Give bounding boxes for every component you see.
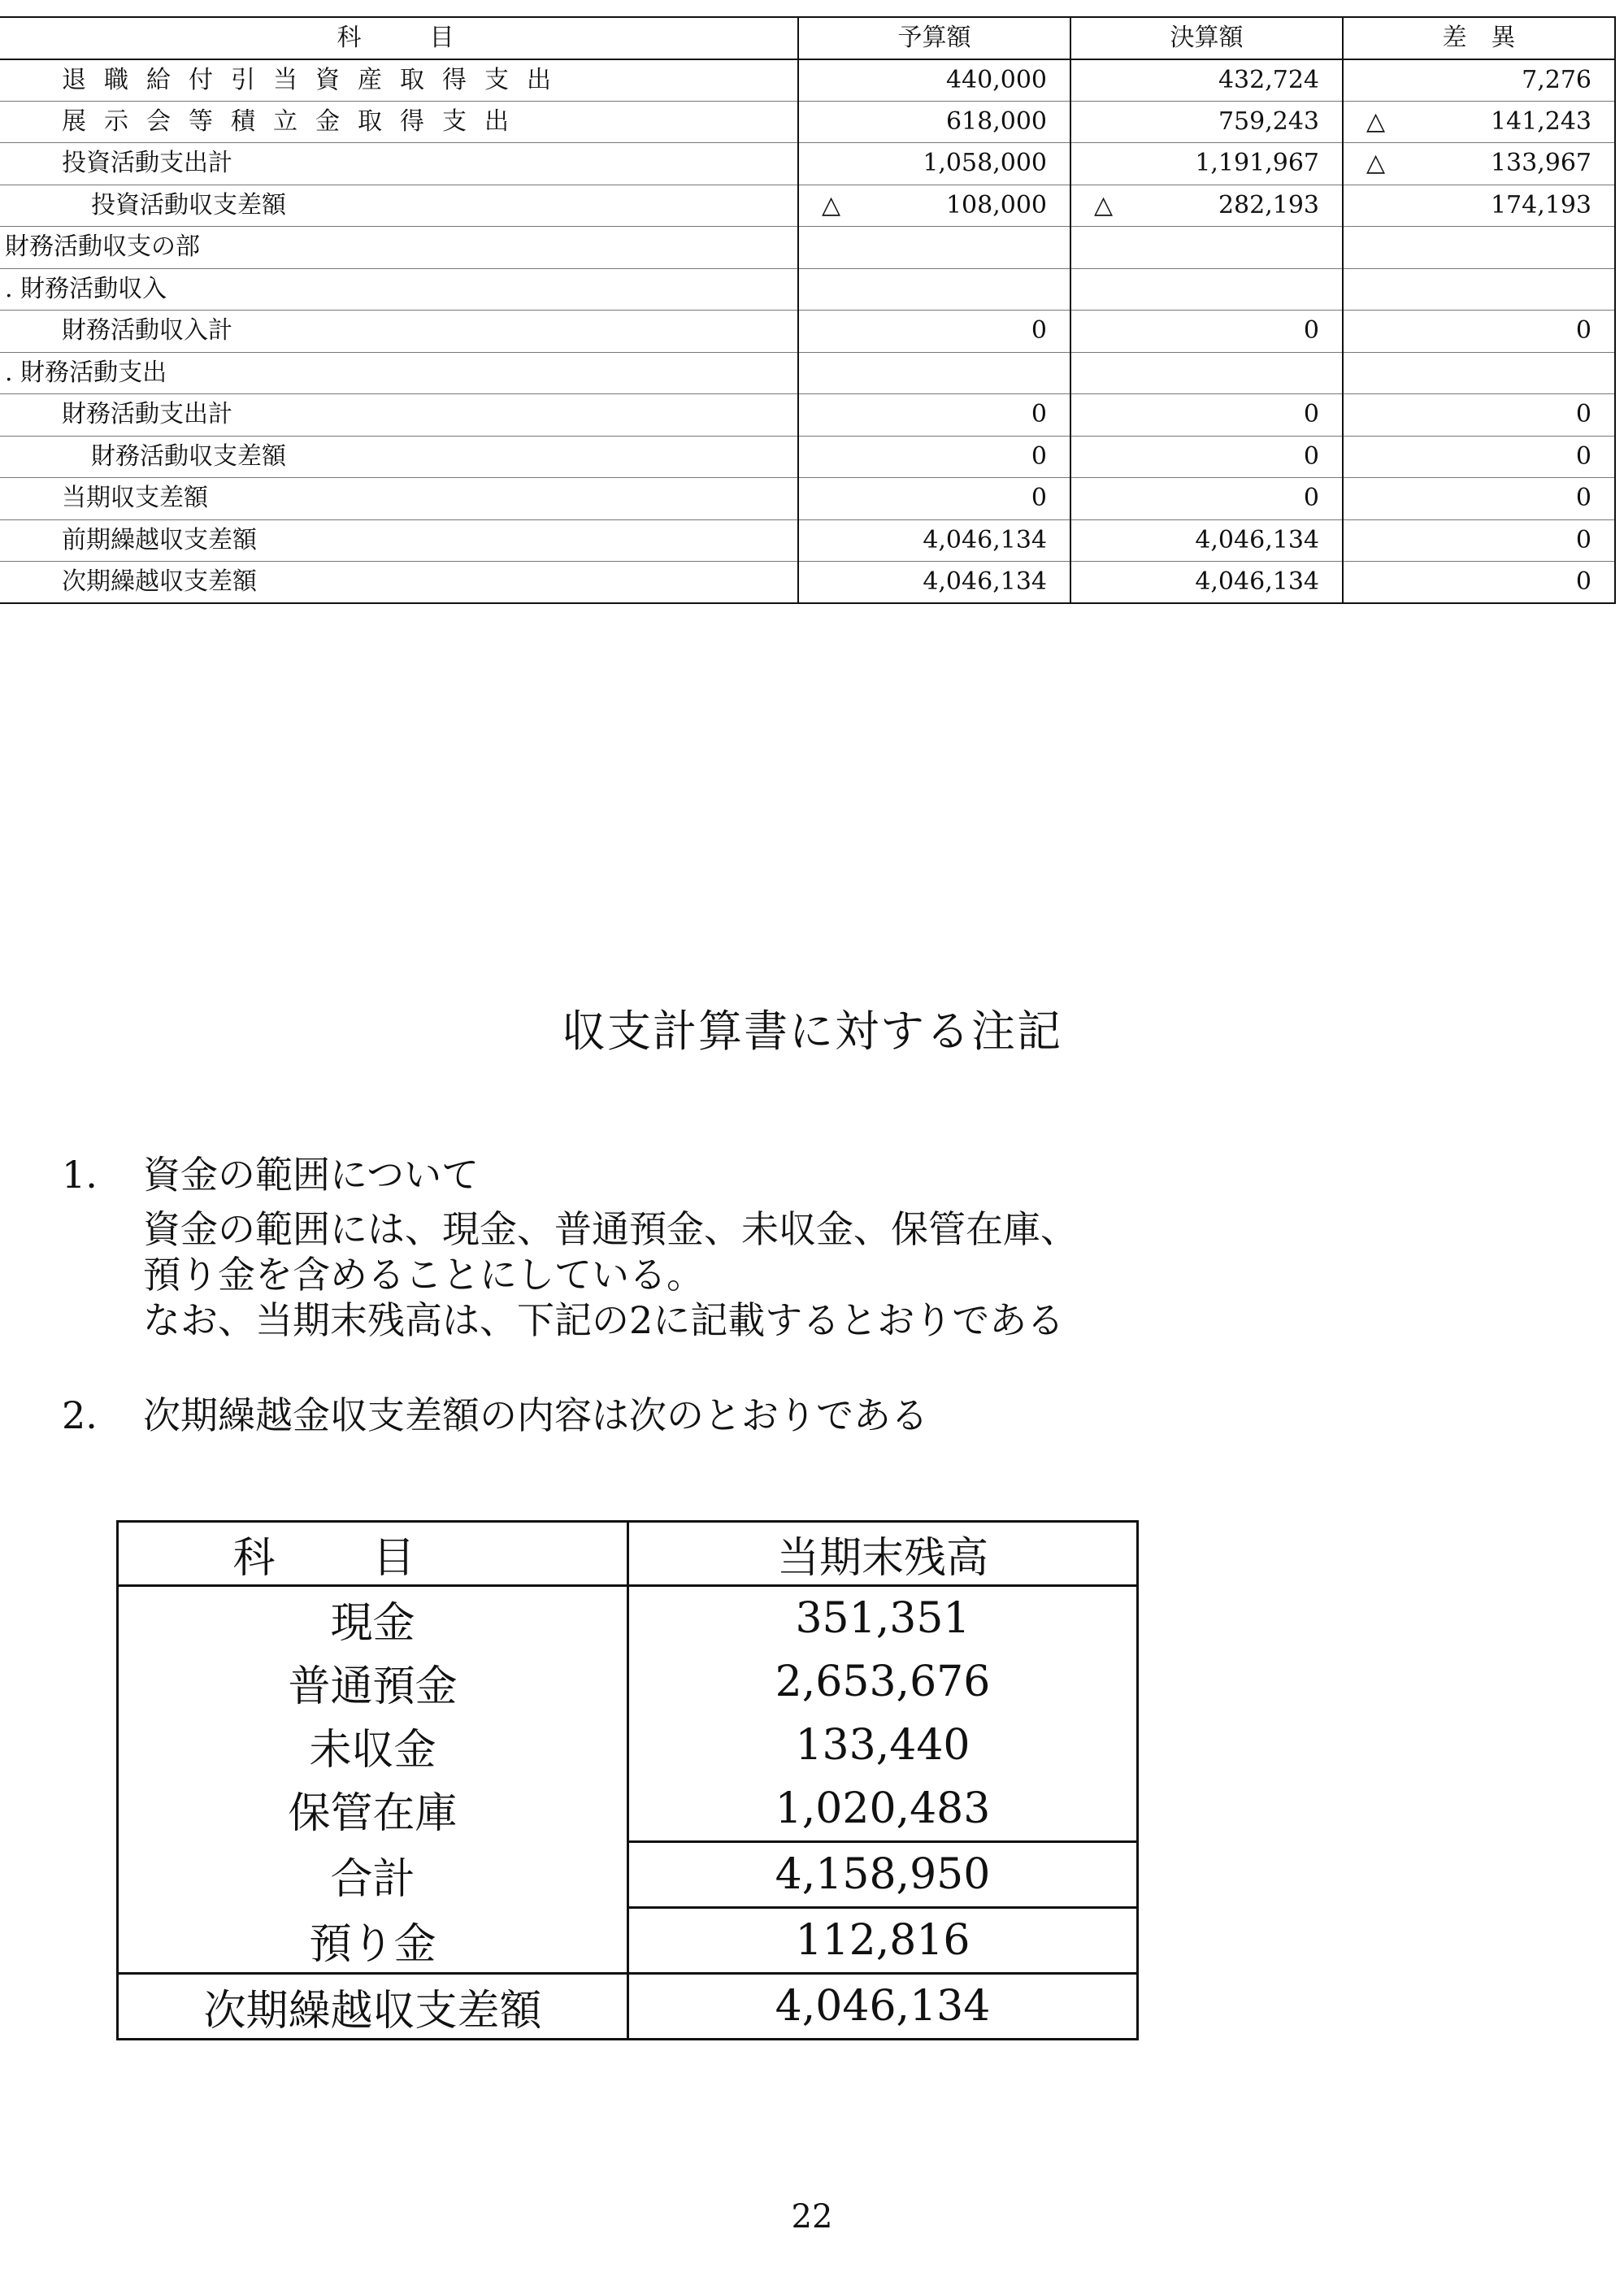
row-difference-value: 174,193 — [1490, 190, 1591, 219]
note-1-line: 預り金を含めることにしている。 — [143, 1253, 704, 1297]
row-difference — [1343, 394, 1615, 437]
row-actual — [1070, 394, 1343, 437]
balance-value: 2,653,676 — [628, 1650, 1138, 1714]
table-row — [118, 1842, 1138, 1908]
table-row — [0, 478, 1615, 520]
balance-subject: 預り金 — [118, 1908, 628, 1974]
row-budget — [798, 101, 1070, 143]
table-row — [0, 352, 1615, 394]
row-actual — [1070, 185, 1343, 227]
row-actual-value: 432,724 — [1218, 65, 1319, 94]
row-subject: 前期繰越収支差額 — [0, 519, 798, 562]
table-row — [0, 143, 1615, 185]
row-budget-value: 1,058,000 — [923, 149, 1047, 178]
balance-subject: 次期繰越収支差額 — [118, 1974, 628, 2040]
row-actual-value: 4,046,134 — [1195, 567, 1319, 596]
row-difference — [1343, 311, 1615, 353]
row-actual — [1070, 519, 1343, 562]
row-difference — [1343, 352, 1615, 394]
row-actual — [1070, 311, 1343, 353]
row-difference — [1343, 519, 1615, 562]
row-actual — [1070, 352, 1343, 394]
row-budget — [798, 227, 1070, 269]
balance-header-subject: 科目 — [118, 1522, 628, 1586]
negative-marker: △ — [1366, 149, 1386, 178]
row-actual — [1070, 59, 1343, 102]
budget-table-header — [0, 17, 1615, 59]
row-actual — [1070, 268, 1343, 311]
row-budget — [798, 519, 1070, 562]
row-budget — [798, 394, 1070, 437]
table-row — [118, 1908, 1138, 1974]
row-budget-value: 0 — [1031, 400, 1047, 429]
row-difference — [1343, 478, 1615, 520]
row-actual — [1070, 562, 1343, 604]
budget-table — [0, 16, 1616, 604]
row-difference — [1343, 143, 1615, 185]
table-row — [118, 1974, 1138, 2040]
page-number: 22 — [791, 2198, 833, 2236]
row-budget-value: 440,000 — [945, 65, 1047, 94]
row-subject: 財務活動収入計 — [0, 311, 798, 353]
row-difference-value: 0 — [1575, 400, 1591, 429]
row-difference-value: 0 — [1575, 316, 1591, 345]
balance-value: 4,158,950 — [628, 1842, 1138, 1908]
row-budget — [798, 268, 1070, 311]
row-subject: 財務活動支出計 — [0, 394, 798, 437]
row-budget-value: 0 — [1031, 441, 1047, 471]
row-budget — [798, 562, 1070, 604]
row-actual-value: 0 — [1303, 484, 1319, 513]
balance-subject: 合計 — [118, 1842, 628, 1908]
note-2-heading: 次期繰越金収支差額の内容は次のとおりである — [143, 1393, 928, 1437]
table-row — [0, 311, 1615, 353]
balance-value: 351,351 — [628, 1586, 1138, 1651]
table-row — [0, 268, 1615, 311]
row-subject: 展示会等積立金取得支出 — [0, 101, 798, 143]
negative-marker: △ — [822, 190, 841, 219]
row-actual-value: 0 — [1303, 316, 1319, 345]
row-difference — [1343, 436, 1615, 478]
row-difference — [1343, 562, 1615, 604]
note-2-number: 2. — [62, 1393, 98, 1437]
row-difference — [1343, 185, 1615, 227]
row-actual-value: 759,243 — [1218, 106, 1319, 136]
note-1-heading: 資金の範囲について — [143, 1153, 480, 1197]
row-budget-value: 0 — [1031, 484, 1047, 513]
balance-value: 133,440 — [628, 1714, 1138, 1777]
row-actual — [1070, 101, 1343, 143]
table-row — [0, 227, 1615, 269]
balance-subject: 保管在庫 — [118, 1777, 628, 1842]
row-actual-value: 0 — [1303, 400, 1319, 429]
row-budget — [798, 185, 1070, 227]
header-actual: 決算額 — [1070, 17, 1343, 59]
balance-value: 1,020,483 — [628, 1777, 1138, 1842]
row-actual — [1070, 478, 1343, 520]
row-subject: . 財務活動収入 — [0, 268, 798, 311]
note-1-body — [143, 1206, 1078, 1343]
row-actual-value: 282,193 — [1218, 190, 1319, 219]
row-difference-value: 0 — [1575, 441, 1591, 471]
row-actual — [1070, 143, 1343, 185]
row-difference-value: 7,276 — [1522, 65, 1591, 94]
row-budget-value: 4,046,134 — [923, 525, 1047, 554]
balance-table — [116, 1520, 1139, 2040]
row-actual — [1070, 227, 1343, 269]
balance-value: 112,816 — [628, 1908, 1138, 1974]
balance-value: 4,046,134 — [628, 1974, 1138, 2040]
notes-title: 収支計算書に対する注記 — [562, 1006, 1062, 1057]
note-1-line: 資金の範囲には、現金、普通預金、未収金、保管在庫、 — [143, 1207, 1078, 1251]
table-row — [118, 1586, 1138, 1651]
row-budget — [798, 352, 1070, 394]
row-subject: 財務活動収支差額 — [0, 436, 798, 478]
table-row — [0, 101, 1615, 143]
note-item-2 — [62, 1392, 928, 1439]
row-difference — [1343, 101, 1615, 143]
balance-header-amount: 当期末残高 — [628, 1522, 1138, 1586]
row-actual — [1070, 436, 1343, 478]
row-actual-value: 1,191,967 — [1195, 149, 1319, 178]
row-budget — [798, 311, 1070, 353]
balance-subject: 未収金 — [118, 1714, 628, 1777]
header-subject: 科 目 — [0, 17, 798, 59]
row-difference-value: 0 — [1575, 484, 1591, 513]
table-row — [118, 1650, 1138, 1714]
row-budget — [798, 478, 1070, 520]
row-budget-value: 618,000 — [945, 106, 1047, 136]
table-row — [0, 394, 1615, 437]
row-difference-value: 0 — [1575, 525, 1591, 554]
row-subject: 退職給付引当資産取得支出 — [0, 59, 798, 102]
note-1-line: なお、当期末残高は、下記の2に記載するとおりである — [143, 1298, 1065, 1342]
row-subject: 次期繰越収支差額 — [0, 562, 798, 604]
row-subject: 当期収支差額 — [0, 478, 798, 520]
table-row — [0, 436, 1615, 478]
negative-marker: △ — [1094, 190, 1114, 219]
row-subject: 投資活動支出計 — [0, 143, 798, 185]
row-difference-value: 133,967 — [1490, 149, 1591, 178]
row-budget — [798, 436, 1070, 478]
table-row — [0, 185, 1615, 227]
row-difference — [1343, 227, 1615, 269]
table-row — [118, 1777, 1138, 1842]
header-difference: 差 異 — [1343, 17, 1615, 59]
note-1-number: 1. — [62, 1153, 98, 1197]
note-item-1 — [62, 1151, 480, 1198]
row-difference-value: 141,243 — [1490, 106, 1591, 136]
row-budget — [798, 59, 1070, 102]
negative-marker: △ — [1366, 106, 1386, 136]
balance-table-header — [118, 1522, 1138, 1586]
row-budget — [798, 143, 1070, 185]
table-row — [0, 562, 1615, 604]
row-budget-value: 108,000 — [945, 190, 1047, 219]
row-subject: . 財務活動支出 — [0, 352, 798, 394]
row-actual-value: 4,046,134 — [1195, 525, 1319, 554]
row-actual-value: 0 — [1303, 441, 1319, 471]
table-row — [0, 519, 1615, 562]
row-budget-value: 0 — [1031, 316, 1047, 345]
row-difference-value: 0 — [1575, 567, 1591, 596]
header-budget: 予算額 — [798, 17, 1070, 59]
balance-subject: 現金 — [118, 1586, 628, 1651]
row-budget-value: 4,046,134 — [923, 567, 1047, 596]
row-difference — [1343, 268, 1615, 311]
row-subject: 投資活動収支差額 — [0, 185, 798, 227]
table-row — [0, 59, 1615, 102]
balance-subject: 普通預金 — [118, 1650, 628, 1714]
table-row — [118, 1714, 1138, 1777]
row-subject: 財務活動収支の部 — [0, 227, 798, 269]
row-difference — [1343, 59, 1615, 102]
